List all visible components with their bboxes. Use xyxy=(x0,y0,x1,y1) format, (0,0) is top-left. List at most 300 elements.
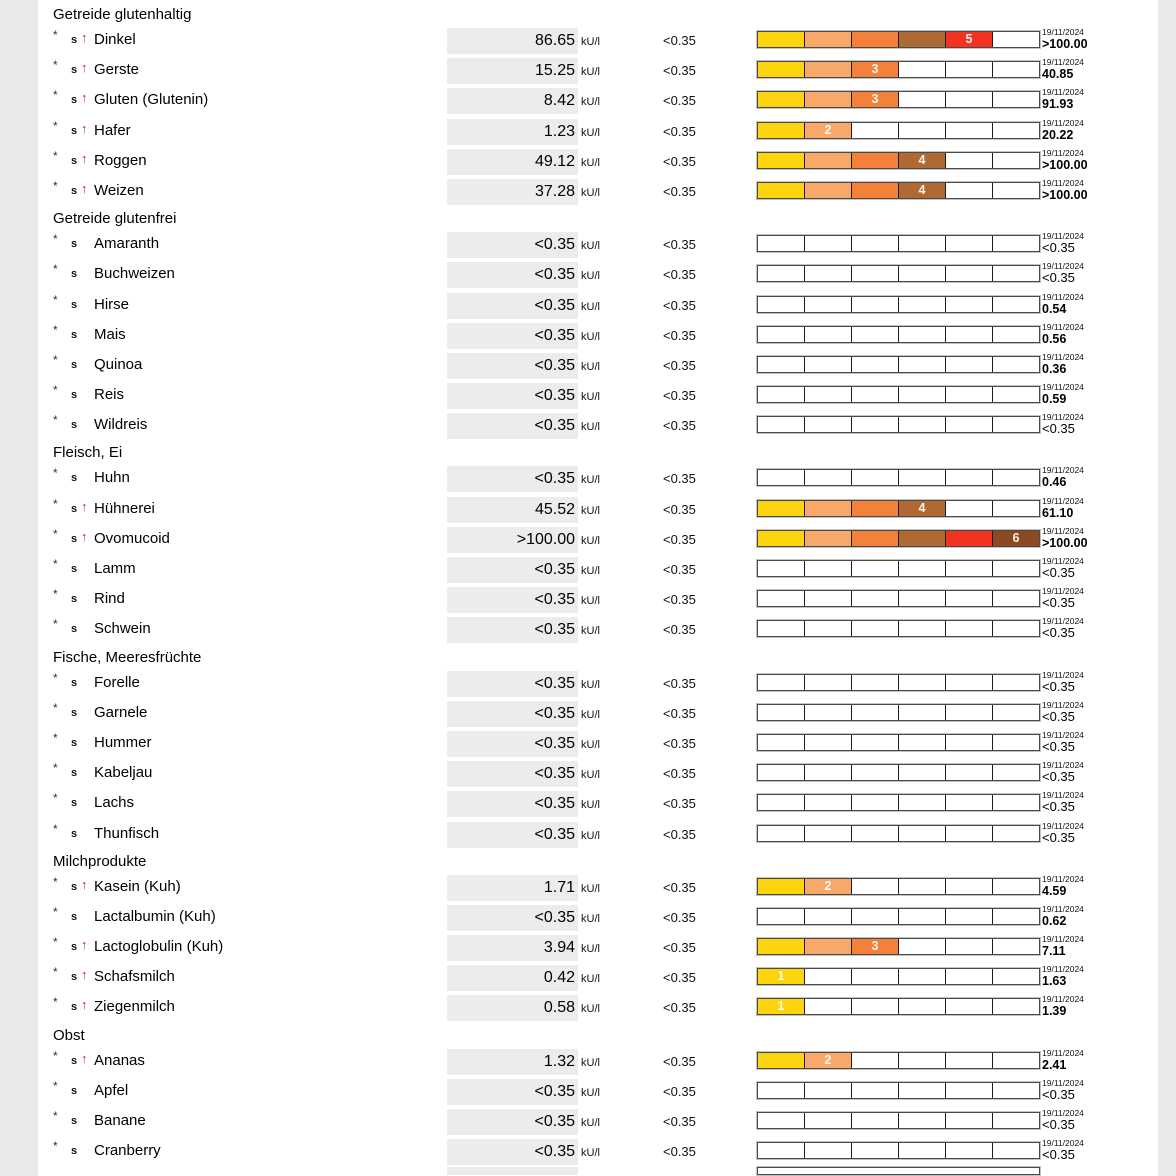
previous-date: 19/11/2024 xyxy=(1042,616,1084,627)
partial-next-row xyxy=(38,1167,1158,1176)
class-bar-segment xyxy=(993,297,1039,312)
class-number: 2 xyxy=(824,1052,832,1067)
allergen-name: Huhn xyxy=(94,469,130,487)
class-bar-segment xyxy=(899,32,946,47)
unit-label: kU/l xyxy=(581,625,600,638)
class-bar-segment xyxy=(805,1113,852,1128)
class-bar-segment xyxy=(852,32,899,47)
reference-value: <0.35 xyxy=(663,388,696,404)
class-bar xyxy=(757,1082,1040,1099)
class-bar-segment xyxy=(993,705,1039,720)
elevated-arrow-icon: ↑ xyxy=(81,1050,88,1066)
footnote-marker: * xyxy=(53,874,58,889)
allergen-row xyxy=(38,963,1158,993)
previous-result xyxy=(1042,555,1142,580)
allergen-name: Ananas xyxy=(94,1051,145,1069)
class-bar-segment xyxy=(993,621,1039,636)
s-marker: s xyxy=(71,268,78,281)
reference-value: <0.35 xyxy=(663,123,696,139)
result-value: 45.52 xyxy=(447,497,578,523)
s-marker: s xyxy=(71,298,78,311)
footnote-marker: * xyxy=(53,148,58,163)
footnote-marker: * xyxy=(53,178,58,193)
section-title: Getreide glutenhaltig xyxy=(53,6,192,23)
reference-value: <0.35 xyxy=(663,970,696,986)
class-bar-segment xyxy=(946,1083,993,1098)
reference-value: <0.35 xyxy=(663,1000,696,1016)
class-bar-segment xyxy=(899,969,946,984)
previous-date: 19/11/2024 xyxy=(1042,525,1084,536)
class-bar-segment xyxy=(899,123,946,138)
allergen-row xyxy=(38,147,1158,177)
class-bar-segment xyxy=(852,879,899,894)
footnote-marker: * xyxy=(53,1078,58,1093)
class-bar-segment xyxy=(946,705,993,720)
class-bar-segment xyxy=(946,32,993,47)
class-bar-segment xyxy=(852,969,899,984)
class-bar-segment xyxy=(852,826,899,841)
result-value: 1.23 xyxy=(447,119,578,145)
result-value: 1.71 xyxy=(447,875,578,901)
class-bar-segment xyxy=(993,470,1039,485)
footnote-marker: * xyxy=(53,292,58,307)
class-bar-segment xyxy=(993,417,1039,432)
class-bar-segment xyxy=(758,909,805,924)
reference-value: <0.35 xyxy=(663,297,696,313)
class-bar-segment xyxy=(993,591,1039,606)
class-bar-segment xyxy=(899,417,946,432)
class-bar-segment xyxy=(993,969,1039,984)
class-bar-segment xyxy=(993,236,1039,251)
class-bar xyxy=(757,326,1040,343)
result-value: <0.35 xyxy=(447,323,578,349)
class-bar-segment xyxy=(852,675,899,690)
class-bar-segment xyxy=(852,123,899,138)
class-bar-segment xyxy=(805,153,852,168)
class-bar-segment xyxy=(805,92,852,107)
class-bar-segment xyxy=(805,297,852,312)
previous-result xyxy=(1042,1137,1142,1162)
result-value: <0.35 xyxy=(447,466,578,492)
class-bar-segment xyxy=(993,1113,1039,1128)
previous-value: 0.36 xyxy=(1042,361,1067,376)
result-value: <0.35 xyxy=(447,232,578,258)
reference-value: <0.35 xyxy=(663,153,696,169)
result-value: >100.00 xyxy=(447,527,578,553)
allergen-name: Schafsmilch xyxy=(94,968,175,986)
s-marker: s xyxy=(71,532,78,545)
class-bar-segment xyxy=(899,999,946,1014)
class-bar-segment xyxy=(805,32,852,47)
allergen-row xyxy=(38,699,1158,729)
class-bar-segment xyxy=(758,999,805,1014)
previous-value: >100.00 xyxy=(1042,157,1088,172)
unit-label: kU/l xyxy=(581,66,600,79)
reference-value: <0.35 xyxy=(663,909,696,925)
previous-date: 19/11/2024 xyxy=(1042,87,1084,98)
class-bar-segment xyxy=(805,417,852,432)
footnote-marker: * xyxy=(53,617,58,632)
s-marker: s xyxy=(71,736,78,749)
allergen-name: Ovomucoid xyxy=(94,529,170,547)
previous-value: 0.54 xyxy=(1042,301,1067,316)
unit-label: kU/l xyxy=(581,738,600,751)
class-bar-segment xyxy=(852,999,899,1014)
footnote-marker: * xyxy=(53,965,58,980)
class-bar-segment xyxy=(899,501,946,516)
class-bar-segment xyxy=(758,705,805,720)
class-bar-segment xyxy=(946,531,993,546)
allergen-row xyxy=(38,555,1158,585)
previous-result xyxy=(1042,933,1142,958)
class-bar-segment xyxy=(946,387,993,402)
previous-date: 19/11/2024 xyxy=(1042,1108,1084,1118)
unit-label: kU/l xyxy=(581,504,600,517)
footnote-marker: * xyxy=(53,262,58,277)
allergen-row xyxy=(38,820,1158,850)
previous-result xyxy=(1042,615,1142,640)
class-bar-segment xyxy=(946,417,993,432)
allergen-name: Cranberry xyxy=(94,1142,161,1160)
section-title: Obst xyxy=(53,1026,85,1044)
result-value: <0.35 xyxy=(447,413,578,439)
result-value-partial xyxy=(447,1167,578,1175)
unit-label: kU/l xyxy=(581,270,600,283)
class-bar-segment xyxy=(852,909,899,924)
class-bar-segment xyxy=(993,123,1039,138)
previous-value: <0.35 xyxy=(1042,799,1075,815)
class-bar-segment xyxy=(899,909,946,924)
class-bar-segment xyxy=(805,879,852,894)
s-marker: s xyxy=(71,941,78,954)
class-bar-segment xyxy=(805,470,852,485)
elevated-arrow-icon: ↑ xyxy=(81,150,88,166)
previous-result xyxy=(1042,321,1142,346)
footnote-marker: * xyxy=(53,821,58,836)
class-bar-segment xyxy=(852,621,899,636)
class-bar-segment xyxy=(946,153,993,168)
previous-date: 19/11/2024 xyxy=(1042,790,1084,801)
class-bar-segment xyxy=(946,826,993,841)
previous-value: 1.63 xyxy=(1042,974,1067,989)
reference-value: <0.35 xyxy=(663,826,696,842)
class-bar-segment xyxy=(993,675,1039,690)
section-title: Milchprodukte xyxy=(53,852,147,870)
allergen-row xyxy=(38,26,1158,56)
footnote-marker: * xyxy=(53,413,58,428)
class-bar-segment xyxy=(852,591,899,606)
previous-value: 91.93 xyxy=(1042,97,1074,112)
reference-value: <0.35 xyxy=(663,879,696,895)
class-bar-segment xyxy=(993,909,1039,924)
class-bar-segment xyxy=(805,531,852,546)
class-bar xyxy=(757,356,1040,373)
class-bar-segment xyxy=(758,621,805,636)
class-bar-segment xyxy=(899,236,946,251)
result-value: 8.42 xyxy=(447,88,578,114)
class-bar-segment xyxy=(899,765,946,780)
previous-value: <0.35 xyxy=(1042,1117,1075,1132)
previous-value: 40.85 xyxy=(1042,67,1074,82)
allergen-row xyxy=(38,495,1158,525)
previous-value: <0.35 xyxy=(1042,769,1075,785)
class-bar-segment xyxy=(946,470,993,485)
reference-value: <0.35 xyxy=(663,63,696,79)
class-bar-segment xyxy=(946,909,993,924)
class-bar-segment xyxy=(758,795,805,810)
class-bar xyxy=(757,794,1040,811)
class-bar-segment xyxy=(946,1053,993,1068)
class-bar-segment xyxy=(805,236,852,251)
previous-value: 7.11 xyxy=(1042,944,1066,959)
allergen-name: Lachs xyxy=(94,794,135,812)
previous-value: 0.46 xyxy=(1042,475,1067,490)
previous-date: 19/11/2024 xyxy=(1042,1077,1084,1088)
class-bar-segment xyxy=(758,32,805,47)
reference-value: <0.35 xyxy=(663,940,696,956)
previous-value: 0.56 xyxy=(1042,331,1067,346)
allergen-name: Mais xyxy=(94,325,126,343)
reference-value: <0.35 xyxy=(663,237,696,253)
class-bar-segment xyxy=(946,357,993,372)
previous-date: 19/11/2024 xyxy=(1042,820,1084,831)
class-bar-segment xyxy=(899,62,946,77)
section-title: Fische, Meeresfrüchte xyxy=(53,648,202,666)
class-bar-segment xyxy=(899,92,946,107)
unit-label: kU/l xyxy=(581,973,600,986)
class-bar-segment xyxy=(805,591,852,606)
s-marker: s xyxy=(71,623,78,636)
previous-result xyxy=(1042,1047,1142,1072)
allergen-name: Lactoglobulin (Kuh) xyxy=(94,938,224,956)
previous-value: <0.35 xyxy=(1042,678,1075,694)
class-bar-segment xyxy=(899,153,946,168)
class-bar-segment xyxy=(805,999,852,1014)
class-bar-segment xyxy=(805,675,852,690)
unit-label: kU/l xyxy=(581,96,600,109)
previous-date: 19/11/2024 xyxy=(1042,351,1084,362)
class-bar-segment xyxy=(852,531,899,546)
previous-date: 19/11/2024 xyxy=(1042,699,1084,710)
result-value: <0.35 xyxy=(447,822,578,848)
class-bar-segment xyxy=(993,92,1039,107)
class-bar-segment xyxy=(758,1143,805,1158)
previous-date: 19/11/2024 xyxy=(1042,586,1084,597)
s-marker: s xyxy=(71,358,78,371)
class-bar-segment xyxy=(758,236,805,251)
allergen-name: Wildreis xyxy=(94,416,148,434)
footnote-marker: * xyxy=(53,557,58,571)
unit-label: kU/l xyxy=(581,1086,600,1099)
class-number: 3 xyxy=(871,62,879,77)
previous-result xyxy=(1042,147,1142,172)
reference-value: <0.35 xyxy=(663,1083,696,1099)
previous-result xyxy=(1042,117,1142,142)
allergen-name: Forelle xyxy=(94,673,140,691)
class-bar-segment xyxy=(993,939,1039,954)
class-number: 4 xyxy=(918,182,926,197)
result-value: 3.94 xyxy=(447,935,578,961)
previous-date: 19/11/2024 xyxy=(1042,964,1084,975)
allergen-row xyxy=(38,669,1158,699)
allergen-name: Lactalbumin (Kuh) xyxy=(94,907,216,925)
class-number: 4 xyxy=(918,152,926,167)
class-bar xyxy=(757,878,1040,895)
class-bar xyxy=(757,182,1040,199)
footnote-marker: * xyxy=(53,28,58,42)
class-bar-segment xyxy=(852,1113,899,1128)
allergen-name: Lamm xyxy=(94,560,136,577)
unit-label: kU/l xyxy=(581,391,600,404)
previous-result xyxy=(1042,525,1142,550)
result-value: <0.35 xyxy=(447,1139,578,1165)
allergen-name: Rind xyxy=(94,590,125,608)
unit-label: kU/l xyxy=(581,534,600,547)
previous-value: <0.35 xyxy=(1042,1147,1075,1163)
class-bar-segment xyxy=(899,939,946,954)
previous-date: 19/11/2024 xyxy=(1042,177,1084,188)
s-marker: s xyxy=(71,472,78,485)
class-bar-segment xyxy=(852,183,899,198)
reference-value: <0.35 xyxy=(663,735,696,751)
previous-date: 19/11/2024 xyxy=(1042,934,1084,945)
class-bar-segment xyxy=(993,735,1039,750)
allergen-name: Hummer xyxy=(94,733,152,751)
class-bar-segment xyxy=(805,705,852,720)
elevated-arrow-icon: ↑ xyxy=(81,967,88,983)
class-bar-segment xyxy=(993,765,1039,780)
class-bar-segment xyxy=(899,327,946,342)
s-marker: s xyxy=(71,593,78,606)
class-bar xyxy=(757,1142,1040,1159)
result-value: <0.35 xyxy=(447,1079,578,1105)
class-bar-segment xyxy=(899,735,946,750)
class-bar xyxy=(757,530,1040,547)
previous-value: 1.39 xyxy=(1042,1004,1067,1019)
allergen-name: Schwein xyxy=(94,620,151,638)
reference-value: <0.35 xyxy=(663,357,696,373)
class-bar-segment xyxy=(805,501,852,516)
class-bar-segment xyxy=(758,387,805,402)
allergen-name: Hühnerei xyxy=(94,499,155,517)
class-bar xyxy=(757,91,1040,108)
class-bar-segment xyxy=(852,357,899,372)
reference-value: <0.35 xyxy=(663,531,696,547)
result-value: 0.42 xyxy=(447,965,578,991)
elevated-arrow-icon: ↑ xyxy=(81,180,88,196)
footnote-marker: * xyxy=(53,526,58,541)
class-bar-segment xyxy=(758,153,805,168)
class-bar-segment xyxy=(899,795,946,810)
class-number: 2 xyxy=(824,878,832,893)
allergen-name: Banane xyxy=(94,1112,146,1129)
allergen-row xyxy=(38,411,1158,441)
s-marker: s xyxy=(71,238,78,251)
allergen-row xyxy=(38,1077,1158,1107)
class-bar-segment xyxy=(805,909,852,924)
footnote-marker: * xyxy=(53,1048,58,1063)
allergen-row xyxy=(38,117,1158,147)
previous-date: 19/11/2024 xyxy=(1042,147,1084,158)
class-bar-segment xyxy=(899,297,946,312)
unit-label: kU/l xyxy=(581,360,600,373)
result-value: <0.35 xyxy=(447,557,578,583)
reference-value: <0.35 xyxy=(663,622,696,638)
class-bar xyxy=(757,908,1040,925)
class-bar-segment xyxy=(758,765,805,780)
allergen-row xyxy=(38,585,1158,615)
class-bar xyxy=(757,1052,1040,1069)
allergen-name: Hafer xyxy=(94,121,131,139)
elevated-arrow-icon: ↑ xyxy=(81,30,88,45)
class-bar-segment xyxy=(993,357,1039,372)
allergen-row xyxy=(38,56,1158,86)
class-bar-segment xyxy=(852,153,899,168)
s-marker: s xyxy=(71,767,78,780)
class-bar-partial xyxy=(757,1167,1040,1175)
footnote-marker: * xyxy=(53,761,58,776)
previous-result xyxy=(1042,495,1142,520)
result-value: <0.35 xyxy=(447,262,578,288)
class-bar-segment xyxy=(758,675,805,690)
result-value: 0.58 xyxy=(447,995,578,1021)
class-bar-segment xyxy=(993,795,1039,810)
class-bar-segment xyxy=(852,92,899,107)
class-bar-segment xyxy=(805,266,852,281)
allergen-name: Weizen xyxy=(94,181,144,199)
class-bar-segment xyxy=(805,765,852,780)
class-bar xyxy=(757,386,1040,403)
unit-label: kU/l xyxy=(581,678,600,691)
reference-value: <0.35 xyxy=(663,1144,696,1160)
s-marker: s xyxy=(71,910,78,923)
allergen-name: Buchweizen xyxy=(94,265,175,283)
elevated-arrow-icon: ↑ xyxy=(81,528,88,544)
section-title: Getreide glutenfrei xyxy=(53,210,177,228)
footnote-marker: * xyxy=(53,496,58,511)
previous-result xyxy=(1042,351,1142,376)
previous-date: 19/11/2024 xyxy=(1042,231,1084,242)
class-bar-segment xyxy=(852,1143,899,1158)
class-bar xyxy=(757,122,1040,139)
result-value: <0.35 xyxy=(447,731,578,757)
previous-value: 0.59 xyxy=(1042,392,1067,407)
footnote-marker: * xyxy=(53,670,58,685)
previous-result xyxy=(1042,873,1142,898)
class-bar-segment xyxy=(805,939,852,954)
allergen-name: Thunfisch xyxy=(94,824,160,842)
allergen-row xyxy=(38,525,1158,555)
s-marker: s xyxy=(71,880,78,893)
s-marker: s xyxy=(71,1084,78,1097)
class-bar-segment xyxy=(946,591,993,606)
class-bar-segment xyxy=(993,879,1039,894)
allergen-name: Roggen xyxy=(94,151,147,169)
class-bar xyxy=(757,152,1040,169)
footnote-marker: * xyxy=(53,791,58,806)
previous-result xyxy=(1042,789,1142,814)
class-bar-segment xyxy=(899,266,946,281)
allergen-row xyxy=(38,729,1158,759)
previous-value: <0.35 xyxy=(1042,708,1075,724)
class-bar-segment xyxy=(946,501,993,516)
class-bar-segment xyxy=(993,1083,1039,1098)
s-marker: s xyxy=(71,389,78,402)
reference-value: <0.35 xyxy=(663,675,696,691)
class-number: 6 xyxy=(1012,530,1020,545)
class-bar xyxy=(757,560,1040,577)
previous-date: 19/11/2024 xyxy=(1042,495,1084,506)
